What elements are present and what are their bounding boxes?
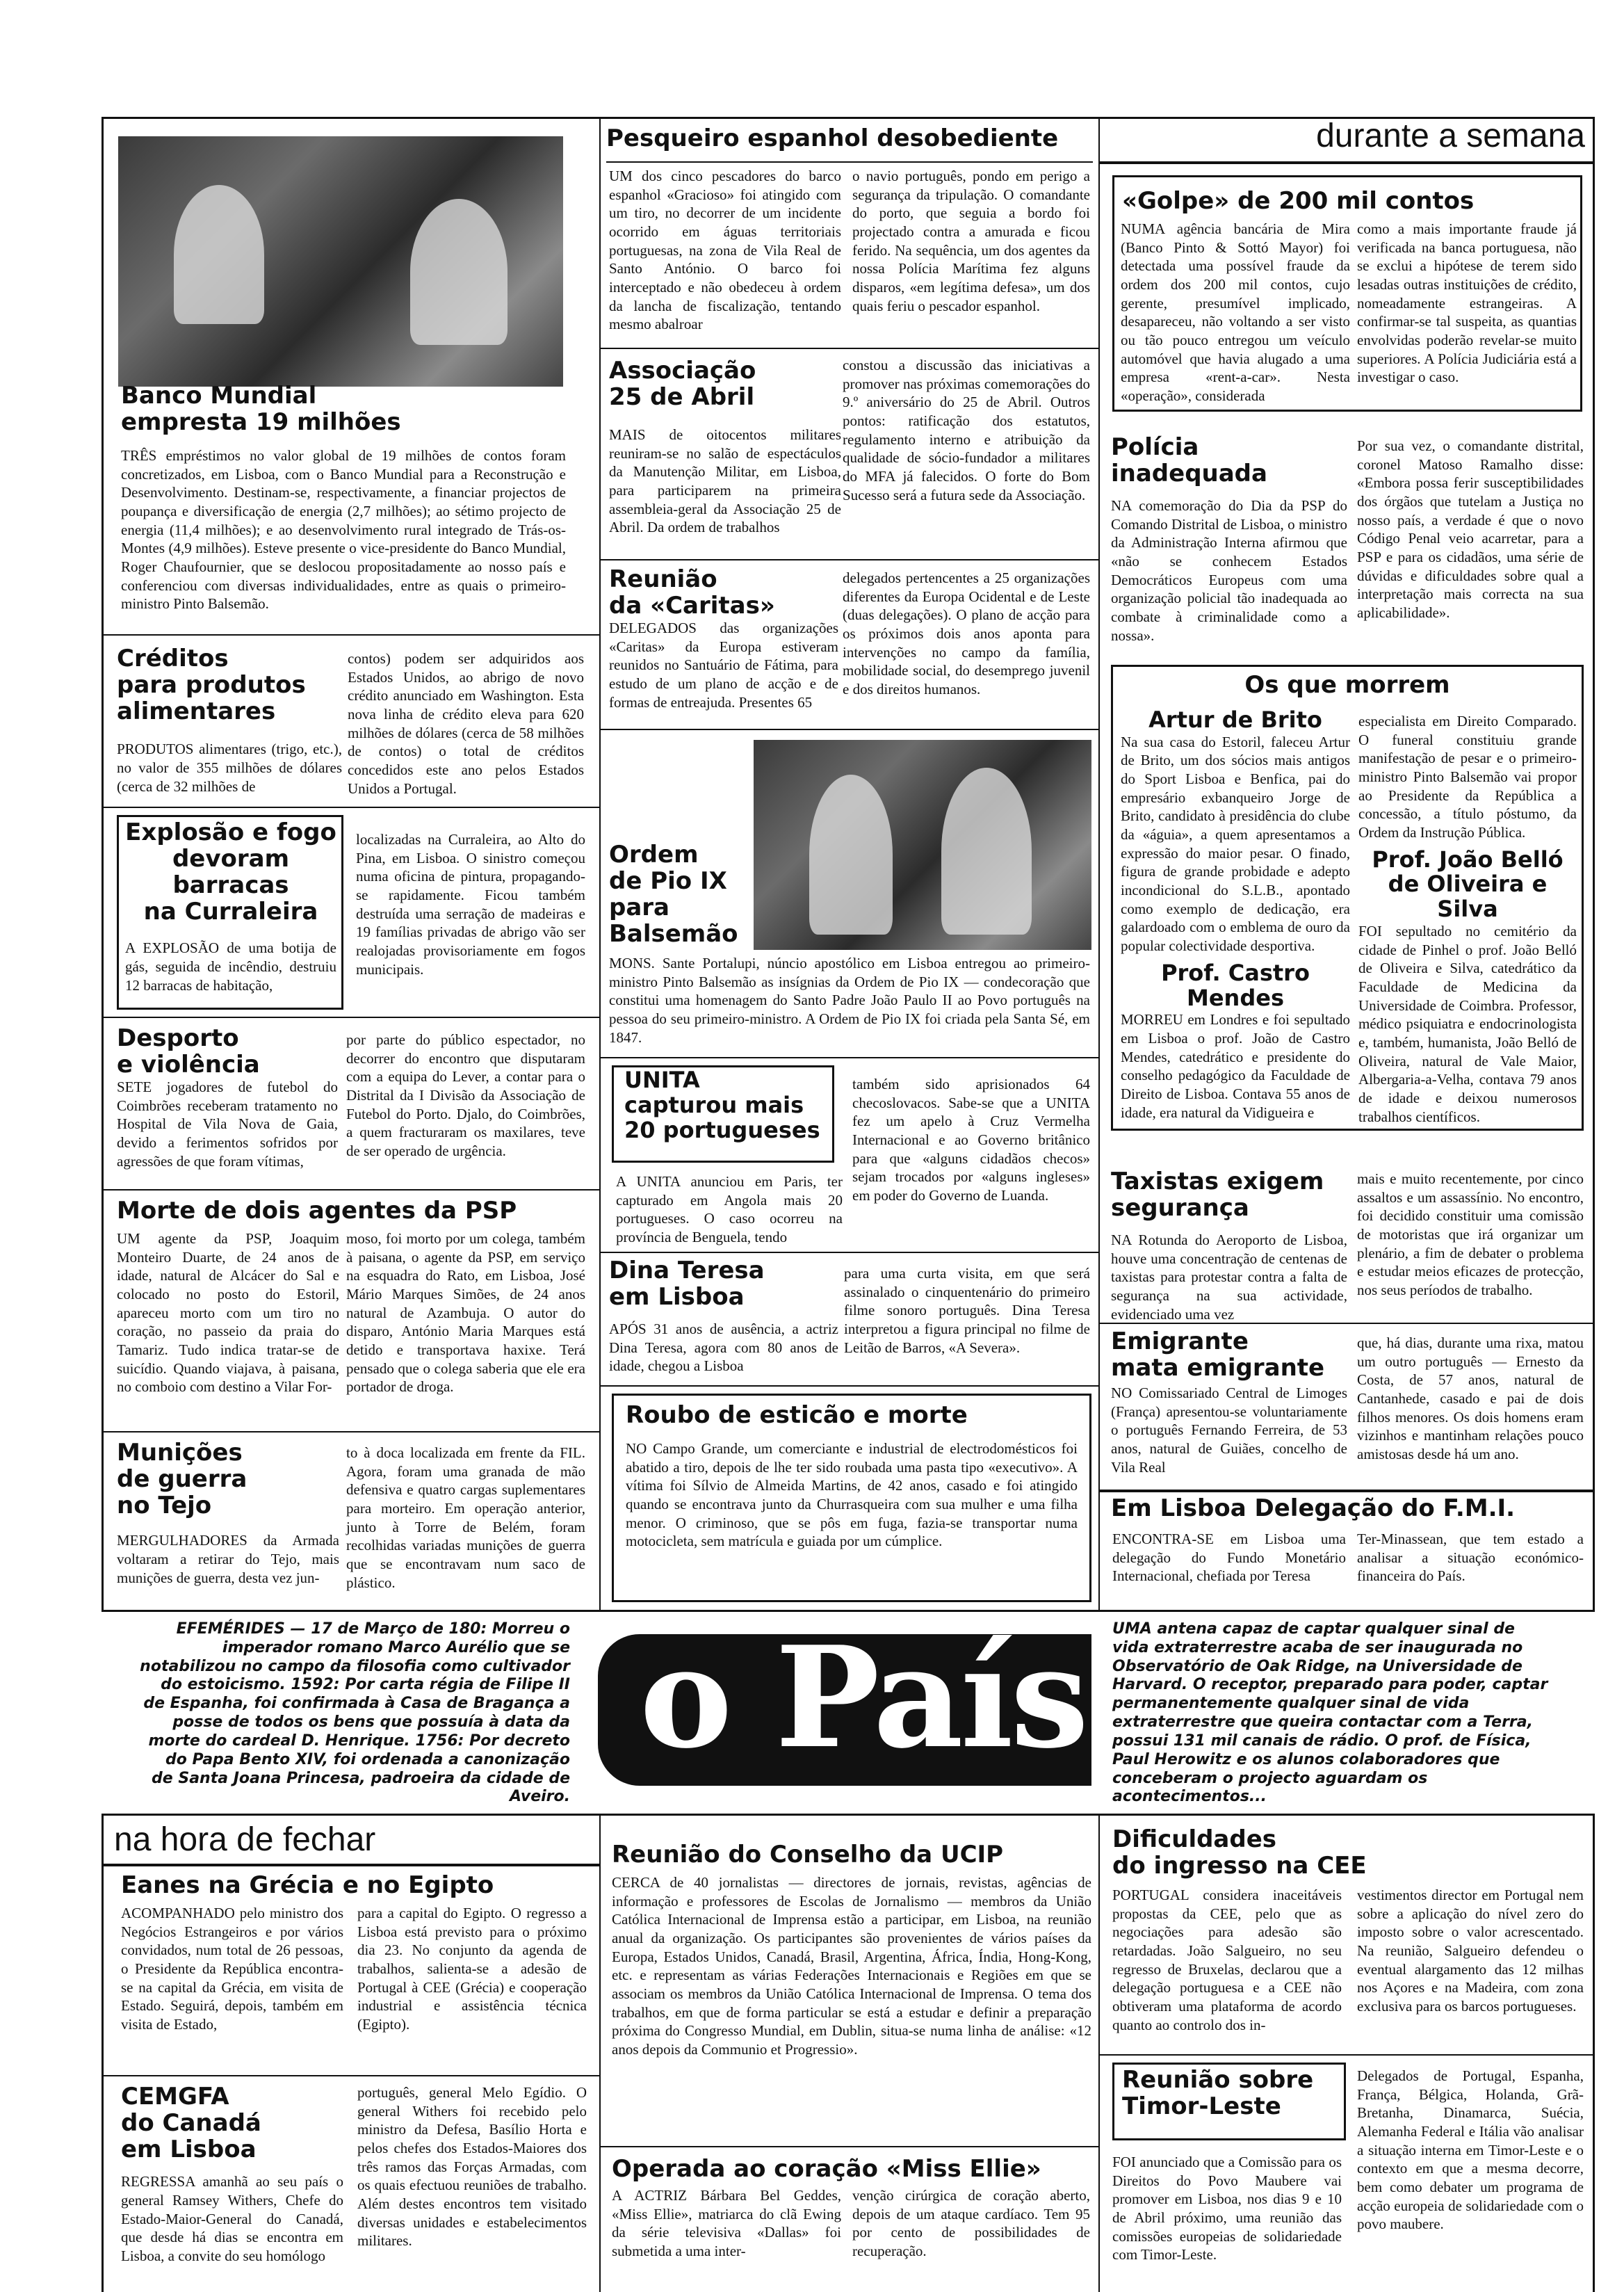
- headline: UNITA: [624, 1067, 700, 1093]
- headline: de Pio IX: [609, 867, 727, 896]
- article-body: venção cirúrgica de coração aberto, depois de um ataque cardíaco. Tem 95 por cento de possibilidades de recuperação.: [852, 2187, 1090, 2259]
- article-emigrante: [1111, 1328, 1347, 1476]
- article-policia-col2: [1357, 437, 1584, 622]
- article-ellie-col2: [852, 2186, 1090, 2261]
- article-municoes: [117, 1439, 339, 1587]
- obituary-name: Prof. João Belló: [1372, 846, 1564, 873]
- article-eanes-col2: [357, 1904, 587, 2034]
- efemerides-text: EFEMÉRIDES — 17 de Março de 180: Morreu o imperador romano Marco Aurélio que se notabilizou no campo da filosofia como cultivador do estoicismo. 1592: Por carta régia de Filipe II de Espanha, foi confirmada à Casa de Bragança a posse de todos os bens que possuía à data da morte do cardeal D. Henrique. 1756: Por decreto do Papa Bento XIV, foi ordenada a canonização de Santa Joana Princesa, padroeira da cidade de Aveiro.: [140, 1620, 570, 1806]
- article-roubo: [626, 1402, 1078, 1551]
- masthead-logo: [598, 1616, 1091, 1786]
- article-body: também sido aprisionados 64 checoslovacos. Sabe-se que a UNITA fez um apelo à Cruz Vermelha Internacional e ao Governo britânico para que «alguns cidadãos checos» sejam trocados por «alguns ingleses» em poder do Governo de Luanda.: [852, 1076, 1090, 1204]
- headline: segurança: [1111, 1194, 1249, 1222]
- article-body: NA Rotunda do Aeroporto de Lisboa, houve uma concentração de centenas de taxistas para protestar contra a falta de segurança na sua actividade, evidenciado uma vez: [1111, 1232, 1347, 1323]
- article-body: Por sua vez, o comandante distrital, coronel Matoso Ramalho disse: «Embora possa ferir susceptibilidades dos órgãos que tutelam a Justiça no nosso país, a verdade é que o novo Código Penal veio acarretar, para a PSP e para os cidadãos, uma série de dúvidas e dificuldades sobre qual a interpretação mais correcta na sua aplicabilidade».: [1357, 437, 1584, 621]
- section-title: durante a semana: [1316, 118, 1585, 154]
- article-golpe-col1: [1121, 220, 1350, 405]
- article-body: Ter-Minassean, que tem estado a analisar a situação económico-financeira do País.: [1357, 1531, 1584, 1585]
- headline: Créditos: [117, 645, 229, 672]
- article-unita: [624, 1068, 833, 1143]
- headline: Morte de dois agentes da PSP: [117, 1197, 517, 1225]
- article-pesqueiro-col1: [609, 167, 841, 334]
- article-body: PORTUGAL considera inaceitáveis propostas da CEE, pelo que as negociações para adesão são retardadas. João Salgueiro, no seu regresso de Bruxelas, declarou que a delegação portuguesa e a CEE não obtiveram uma plataforma de acordo quanto ao controlo dos in-: [1112, 1887, 1342, 2033]
- article-body: UM dos cinco pescadores do barco espanhol «Gracioso» foi atingido com um tiro, no decorrer de um incidente ocorrido em águas territoriais portuguesas, na zona de Vila Real de Santo António. O barco foi interceptado e não obedeceu à ordem da lancha de fiscalização, tentando mesmo abalroar: [609, 168, 841, 333]
- headline: Banco Mundial: [121, 382, 317, 410]
- article-dina-col2: [844, 1264, 1090, 1357]
- headline: para produtos: [117, 671, 306, 700]
- headline: alimentares: [117, 697, 276, 726]
- obituary-name: de Oliveira e Silva: [1388, 871, 1548, 923]
- headline: Os que morrem: [1244, 671, 1450, 699]
- headline: no Tejo: [117, 1492, 212, 1520]
- article-body: DELEGADOS das organizações «Caritas» da Europa estiveram reunidos no Santuário de Fátima, para estudo de um plano de acção e de formas de entreajuda. Presentes 65: [609, 620, 838, 711]
- headline: Em Lisboa Delegação do F.M.I.: [1111, 1494, 1516, 1522]
- article-creditos-col2: [348, 649, 584, 798]
- article-caritas-col2: [843, 569, 1090, 699]
- article-creditos: [117, 645, 342, 796]
- headline: Explosão e fogo: [125, 818, 336, 846]
- pio-ix-photo: [754, 740, 1091, 950]
- article-body: constou a discussão das iniciativas a promover nas próximas comemorações do 9.º aniversário do 25 de Abril. Outros pontos: ratificação dos estatutos, regulamento interno e atribuição da qualidade de sócio-fundador a militares do MFA já falecidos. O forte do Bom Sucesso será a futura sede da Associação.: [843, 357, 1090, 503]
- article-golpe-col2: [1357, 220, 1577, 387]
- article-body: contos) podem ser adquiridos aos Estados Unidos, ao abrigo de novo crédito anunciado em Washington. Esta nova linha de crédito eleva para 620 milhões de dólares (cerca de 58 milhões de contos) o total de créditos concedidos este ano pelos Estados Unidos a Portugal.: [348, 650, 584, 797]
- article-emigrante-col2: [1357, 1334, 1584, 1464]
- article-unita-col2: [852, 1075, 1090, 1205]
- headline: de guerra: [117, 1465, 247, 1494]
- article-morrem: [1111, 672, 1584, 698]
- article-ellie: [612, 2156, 1091, 2182]
- headline: Eanes na Grécia e no Egipto: [121, 1871, 494, 1899]
- article-body: delegados pertencentes a 25 organizações diferentes da Europa Ocidental e de Leste (duas delegações). O plano de acção para os próximos dois anos aponta para intervenções no campo da família, mobilidade social, do desemprego juvenil e dos direitos humanos.: [843, 570, 1090, 697]
- article-psp-col1: [117, 1229, 339, 1396]
- article-desporto: [117, 1025, 338, 1170]
- headline: do Canadá: [121, 2109, 261, 2138]
- headline: Timor-Leste: [1122, 2092, 1281, 2121]
- headline: em Lisboa: [121, 2136, 257, 2164]
- article-timor: [1122, 2067, 1342, 2120]
- article-body: A ACTRIZ Bárbara Bel Geddes, «Miss Ellie», matriarca do clã Ewing da série televisiva «Dallas» foi submetida a uma inter-: [612, 2187, 841, 2259]
- article-body: que, há dias, durante uma rixa, matou um outro português — Ernesto da Costa, de 57 anos, natural de Cantanhede, casado e pai de dois filhos menores. Os dois homens eram vizinhos e mantinham relações pouco amistosas desde há um ano.: [1357, 1334, 1584, 1462]
- banco-mundial-photo: [118, 136, 563, 387]
- headline: Reunião: [609, 565, 717, 593]
- headline: na Curraleira: [143, 898, 318, 926]
- article-body: A UNITA anunciou em Paris, ter capturado em Angola mais 20 portugueses. O caso ocorreu na província de Benguela, tendo: [616, 1173, 843, 1245]
- section-fechar: [114, 1821, 406, 1859]
- article-dina: [609, 1257, 838, 1375]
- headline: e violência: [117, 1051, 260, 1079]
- article-body: CERCA de 40 jornalistas — directores de jornais, revistas, agências de informação e professores de Escolas de Jornalismo — membros da União Católica Internacional de Imprensa estão a participar, em Lisboa, na reunião anual da organização. Os participantes são provenientes de vários países da Europa, Estados Unidos, Canadá, Brasil, Argentina, África, Índia, Hong-Kong, etc. e representam as várias Federações Internacionais e Regiões em que se associam os membros da União Católica Internacional de Imprensa. O tema dos trabalhos, em que de forma particular se está a estudar e definir a preparação próxima do Congresso Mundial, em Dublin, situa-se numa linha de análise: «12 anos depois da Communio et Progressio».: [612, 1874, 1091, 2058]
- headline: CEMGFA: [121, 2083, 229, 2111]
- article-cee-col2: [1357, 1886, 1584, 2016]
- article-fmi-col1: [1112, 1530, 1346, 1585]
- article-unita-col1: [616, 1172, 843, 1247]
- article-cee-col1: [1112, 1886, 1342, 2034]
- article-pesqueiro: [606, 125, 1093, 152]
- headline: do ingresso na CEE: [1112, 1852, 1367, 1880]
- article-body: FOI anunciado que a Comissão para os Direitos do Povo Maubere vai promover em Lisboa, nos dias 9 e 10 de Abril próximo, uma reunião das comissões europeias de solidariedade com Timor-Leste.: [1112, 2154, 1342, 2263]
- article-body: MERGULHADORES da Armada voltaram a retirar do Tejo, mais munições de guerra, desta vez jun-: [117, 1532, 339, 1586]
- headline: empresta 19 milhões: [121, 408, 401, 437]
- article-body: como a mais importante fraude já verificada na banca portuguesa, não se exclui a hipótese de terem sido lesadas outras instituições de crédito, nomeadamente estrangeiras. A confirmar-se tal suspeita, as quantias envolvidas poderão revelar-se muito superiores. A Polícia Judiciária está a investigar o caso.: [1357, 220, 1577, 386]
- article-body: o navio português, pondo em perigo a segurança da tripulação. O comandante do porto, que seguia a bordo foi projectado contra a amurada e ficou ferido. Na sequência, um dos agentes da nossa Polícia Marítima fez alguns disparos, «em legítima defesa», um dos quais feriu o pescador espanhol.: [852, 168, 1090, 314]
- article-body: NO Campo Grande, um comerciante e industrial de electrodomésticos foi abatido a tiro, depois de lhe ter sido roubada uma pasta tipo «executivo». A vítima foi Sílvio de Almeida Martins, de 42 anos, casado e foi atingido quando se encontrava junto da Churrasqueira com sua mulher e uma filha menor. O criminoso, que se pôs em fuga, fazia-se transportar numa motocicleta, sem matrícula e guiada por um cúmplice.: [626, 1440, 1078, 1550]
- headline: barracas: [172, 871, 289, 900]
- article-cee: [1112, 1826, 1585, 1879]
- headline: Reunião do Conselho da UCIP: [612, 1841, 1004, 1869]
- article-body: MONS. Sante Portalupi, núncio apostólico em Lisboa entregou ao primeiro-ministro Pinto Balsemão as insígnias da Ordem de Pio IX — condecoração que constitui uma homenagem do Santo Padre João Paulo II ao Povo português na pessoa do seu primeiro-ministro. A Ordem de Pio IX foi criada pela Santa Sé, em 1847.: [609, 955, 1090, 1046]
- article-body: NO Comissariado Central de Limoges (França) apresentou-se voluntariamente o português Fernando Ferreira, de 53 anos, natural de Guiães, concelho de Vila Real: [1111, 1385, 1347, 1476]
- article-body: localizadas na Curraleira, ao Alto do Pina, em Lisboa. O sinistro começou numa oficina de pintura, propagando-se rapidamente. Ficou também destruída uma serração de madeiras e 19 famílias privadas de abrigo vão ser realojadas provisoriamente em fogos municipais.: [356, 831, 585, 978]
- article-body: por parte do público espectador, no decorrer do encontro que disputaram com a equipa do Lever, a contar para o Distrital da I Divisão da Associação de Futebol do Porto. Djalo, do Coimbrões, a quem fracturaram os maxilares, teve de ser operado de urgência.: [346, 1031, 585, 1159]
- article-timor-col2: [1357, 2067, 1584, 2234]
- article-morrem-col1: [1121, 708, 1350, 1122]
- efemerides: [139, 1620, 570, 1807]
- headline: Emigrante: [1111, 1327, 1249, 1355]
- article-body: para a capital do Egipto. O regresso a Lisboa está previsto para o próximo dia 23. No conjunto da agenda de trabalhos, salienta-se a adesão de Portugal à CEE (Grécia) e cooperação industrial e assistência técnica (Egipto).: [357, 1905, 587, 2033]
- article-cemgfa-col2: [357, 2083, 587, 2250]
- headline: Desporto: [117, 1024, 239, 1052]
- headline: da «Caritas»: [609, 592, 775, 620]
- masthead-text: o País: [640, 1616, 1087, 1779]
- headline: 25 de Abril: [609, 383, 755, 412]
- article-body: NUMA agência bancária de Mira (Banco Pinto & Sottó Mayor) foi detectada uma possível fraude da ordem dos 200 mil contos, cujo gerente, presumível implicado, desapareceu, não voltando a ser visto ou tão pouco entregou um veículo automóvel que havia alugado a uma empresa «rent-a-car». Nesta «operação», considerada: [1121, 220, 1350, 404]
- article-municoes-col2: [346, 1444, 585, 1592]
- headline: capturou mais: [624, 1091, 804, 1118]
- headline: Balsemão: [609, 920, 738, 949]
- headline: Associação: [609, 357, 756, 385]
- antena: [1112, 1620, 1550, 1807]
- article-banco-mundial: [121, 382, 566, 613]
- headline: para: [609, 894, 669, 922]
- headline: em Lisboa: [609, 1283, 745, 1312]
- article-body: Na sua casa do Estoril, faleceu Artur de Brito, um dos sócios mais antigos do Sport Lisboa e Benfica, pai do empresário exbanqueiro Jorge de Brito, candidato à presidência do clube da «águia», a quem apresentamos a expressão do maior pesar. O finado, figura de grande probidade e adepto incondicional do S.L.B., apontado como exemplo de dedicação, era galardoado com o emblema de ouro da popular colectividade desportiva.: [1121, 733, 1350, 955]
- headline: Polícia: [1111, 433, 1199, 461]
- article-pio-body: [609, 954, 1090, 1047]
- headline: Dina Teresa: [609, 1257, 765, 1284]
- article-body: Delegados de Portugal, Espanha, França, Bélgica, Holanda, Grã-Bretanha, Dinamarca, Suécia, Alemanha Federal e Itália vão analisar a situação interna em Timor-Leste e o contexto em que a mesma decorre, bem como debater um programa de acção europeia de solidariedade com o povo maubere.: [1357, 2067, 1584, 2233]
- section-title: na hora de fechar: [114, 1821, 376, 1858]
- headline: Ordem: [609, 841, 699, 869]
- column-divider: [1098, 117, 1100, 1612]
- article-body: vestimentos director em Portugal nem sobre a aplicação do nível zero do imposto sobre o valor acrescentado. Na reunião, Salgueiro defendeu o eventual alargamento das 12 milhas nos Açores e na Madeira, com zona exclusiva para os barcos portugueses.: [1357, 1887, 1584, 2015]
- article-pesqueiro-col2: [852, 167, 1090, 315]
- obituary-name: Artur de Brito: [1148, 707, 1322, 733]
- headline: Operada ao coração «Miss Ellie»: [612, 2155, 1041, 2183]
- article-fmi-col2: [1357, 1530, 1584, 1585]
- article-caritas: [609, 566, 838, 711]
- article-taxistas-col2: [1357, 1170, 1584, 1300]
- article-body: MORREU em Londres e foi sepultado em Lisboa o prof. João de Castro Mendes, catedrático e presidente do conselho pedagógico da Faculdade de Direito de Lisboa. Contava 55 anos de idade, era natural da Vidigueira e: [1121, 1011, 1350, 1121]
- article-body: PRODUTOS alimentares (trigo, etc.), no valor de 355 milhões de dólares (cerca de 32 milhões de: [117, 741, 342, 795]
- article-body: REGRESSA amanhã ao seu país o general Ramsey Withers, Chefe do Estado-Maior-General do Canadá, que desde há dias se encontra em Lisboa, a convite do seu homólogo: [121, 2173, 343, 2264]
- headline: 20 portugueses: [624, 1116, 820, 1143]
- article-body: to à doca localizada em frente da FIL. Agora, foram uma granada de mão defensiva e quatro cargas suplementares para morteiro. Em operação anterior, junto à Torre de Belém, foram recolhidas variadas munições de guerra que se encontravam num saco de plástico.: [346, 1444, 585, 1591]
- headline: inadequada: [1111, 460, 1267, 488]
- article-body: MAIS de oitocentos militares reuniram-se no salão de espectáculos da Manutenção Militar, em Lisboa, para participarem na primeira assembleia-geral da Associação 25 de Abril. Da ordem de trabalhos: [609, 426, 841, 536]
- article-body: mais e muito recentemente, por cinco assaltos e um assassínio. No encontro, foi decidido constituir uma comissão de motoristas que irá organizar um plenário, a fim de debater o problema e estudar meios eficazes de protecção, nos seus períodos de trabalho.: [1357, 1170, 1584, 1298]
- article-golpe: [1122, 188, 1574, 214]
- article-explosao: [125, 819, 336, 994]
- article-body: moso, foi morto por um colega, também à paisana, o agente da PSP, em serviço na esquadra do Rato, em Lisboa, José Mário Marques Simões, de 24 anos natural de Azambuja. O autor do disparo, António Maria Marques está detido e transportava haxixe. Terá pensado que o colega saberia que ele era portador de droga.: [346, 1230, 585, 1396]
- headline: devoram: [172, 845, 290, 873]
- antena-text: UMA antena capaz de captar qualquer sinal de vida extraterrestre acaba de ser inaugurada no Observatório de Oak Ridge, na Universidade de Harvard. O receptor, preparado para poder, captar permanentemente qualquer sinal de vida extraterrestre que queira contactar com a Terra, possui 131 mil canais de rádio. O prof. de Física, Paul Herowitz e os alunos colaboradores que conceberam o projecto aguardam os acontecimentos...: [1112, 1620, 1548, 1806]
- article-eanes: [121, 1872, 594, 1898]
- article-ucip: [612, 1841, 1091, 2059]
- article-morrem-col2: [1358, 712, 1577, 1126]
- headline: Taxistas exigem: [1111, 1168, 1324, 1195]
- article-body: português, general Melo Egídio. O general Withers foi recebido pelo ministro da Defesa, Basílio Horta e pelos chefes dos Estados-Maiores dos três ramos das Forças Armadas, com os quais efectuou reuniões de trabalho. Além destes encontros tem visitado diversas unidades e estabelecimentos militares.: [357, 2084, 587, 2250]
- article-body: A EXPLOSÃO de uma botija de gás, seguida de incêndio, destruiu 12 barracas de habitação,: [125, 939, 336, 994]
- article-body: SETE jogadores de futebol do Coimbrões receberam tratamento no Hospital de Vila Nova de Gaia, devido a ferimentos sofridos por agressões de que foram vítimas,: [117, 1079, 338, 1170]
- column-divider: [599, 117, 601, 1612]
- article-pio-headline: [609, 841, 748, 947]
- headline: «Golpe» de 200 mil contos: [1122, 187, 1475, 215]
- headline: Reunião sobre: [1122, 2066, 1314, 2094]
- headline: Roubo de esticão e morte: [626, 1401, 968, 1429]
- article-timor-col1: [1112, 2153, 1342, 2264]
- article-body: TRÊS empréstimos no valor global de 19 milhões de contos foram concretizados, em Lisboa, com o Banco Mundial para a Reconstrução e Desenvolvimento. Destinam-se, respectivamente, a financiar projectos de poupança e diversificação de energia (2,7 milhões); ao sétimo projecto de energia (11,4 milhões); e ao desenvolvimento rural integrado de Trás-os-Montes (4,9 milhões). Esteve presente o vice-presidente do Banco Mundial, Roger Chaufournier, que se deslocou propositadamente ao nosso país e conferenciou com diversas individualidades, entre as quais o primeiro-ministro Pinto Balsemão.: [121, 447, 566, 613]
- article-desporto-col2: [346, 1031, 585, 1161]
- headline: Dificuldades: [1112, 1825, 1277, 1853]
- article-body: UM agente da PSP, Joaquim Monteiro Duarte, de 24 anos de idade, natural de Alcácer do Sal e colocado no posto do Estoril, apareceu morto com um tiro no coração, no passeio da praia do Tamariz. Tudo indica tratar-se de suicídio. Quando viajava, à paisana, no comboio com destino a Vilar For-: [117, 1230, 339, 1396]
- headline: Pesqueiro espanhol desobediente: [606, 124, 1059, 152]
- article-eanes-col1: [121, 1904, 343, 2034]
- headline: Munições: [117, 1439, 243, 1467]
- article-taxistas: [1111, 1168, 1347, 1323]
- article-explosao-col2: [356, 830, 585, 978]
- article-body: NA comemoração do Dia da PSP do Comando Distrital de Lisboa, o ministro da Administração Interna afirmou que «não se conhecem Estados Democráticos Europeus com uma organização policial tão inadequada ao combate à criminalidade como a nossa».: [1111, 497, 1347, 644]
- article-fmi: [1111, 1495, 1591, 1522]
- article-policia: [1111, 434, 1347, 645]
- obituary-name: Prof. Castro Mendes: [1161, 959, 1310, 1011]
- headline: mata emigrante: [1111, 1354, 1325, 1382]
- article-body: APÓS 31 anos de ausência, a actriz Dina Teresa, agora com 80 anos de idade, chegou a Lisboa: [609, 1321, 838, 1375]
- article-psp: [117, 1197, 590, 1224]
- section-durante: [1265, 117, 1585, 155]
- article-associacao: [609, 357, 841, 537]
- article-body: ACOMPANHADO pelo ministro dos Negócios Estrangeiros e por vários convidados, num total de 26 pessoas, o Presidente da República encontra-se na capital da Grécia, em visita de Estado. Seguirá, depois, também em visita de Estado,: [121, 1905, 343, 2033]
- article-psp-col2: [346, 1229, 585, 1396]
- article-body: especialista em Direito Comparado. O funeral constituiu grande manifestação de pesar e o primeiro-ministro Pinto Balsemão vai propor ao Presidente da República a concessão, a título póstumo, da Ordem da Instrução Pública.: [1358, 713, 1577, 841]
- article-body: para uma curta visita, em que será assinalado o cinquentenário do primeiro filme sonoro português. Dina Teresa interpretou a figura principal no filme de Leitão de Barros, «A Severa».: [844, 1265, 1090, 1356]
- article-cemgfa: [121, 2083, 343, 2266]
- article-ellie-col1: [612, 2186, 841, 2261]
- article-body: ENCONTRA-SE em Lisboa uma delegação do Fundo Monetário Internacional, chefiada por Teresa: [1112, 1531, 1346, 1585]
- article-body: FOI sepultado no cemitério da cidade de Pinhel o prof. João Belló de Oliveira e Silva, catedrático da Faculdade de Medicina da Universidade de Coimbra. Professor, médico psiquiatra e endocrinologista e, também, humanista, João Belló de Oliveira, natural de Vale Maior, Albergaria-a-Velha, contava 79 anos de idade e deixou numerosos trabalhos científicos.: [1358, 923, 1577, 1125]
- article-associacao-col2: [843, 356, 1090, 504]
